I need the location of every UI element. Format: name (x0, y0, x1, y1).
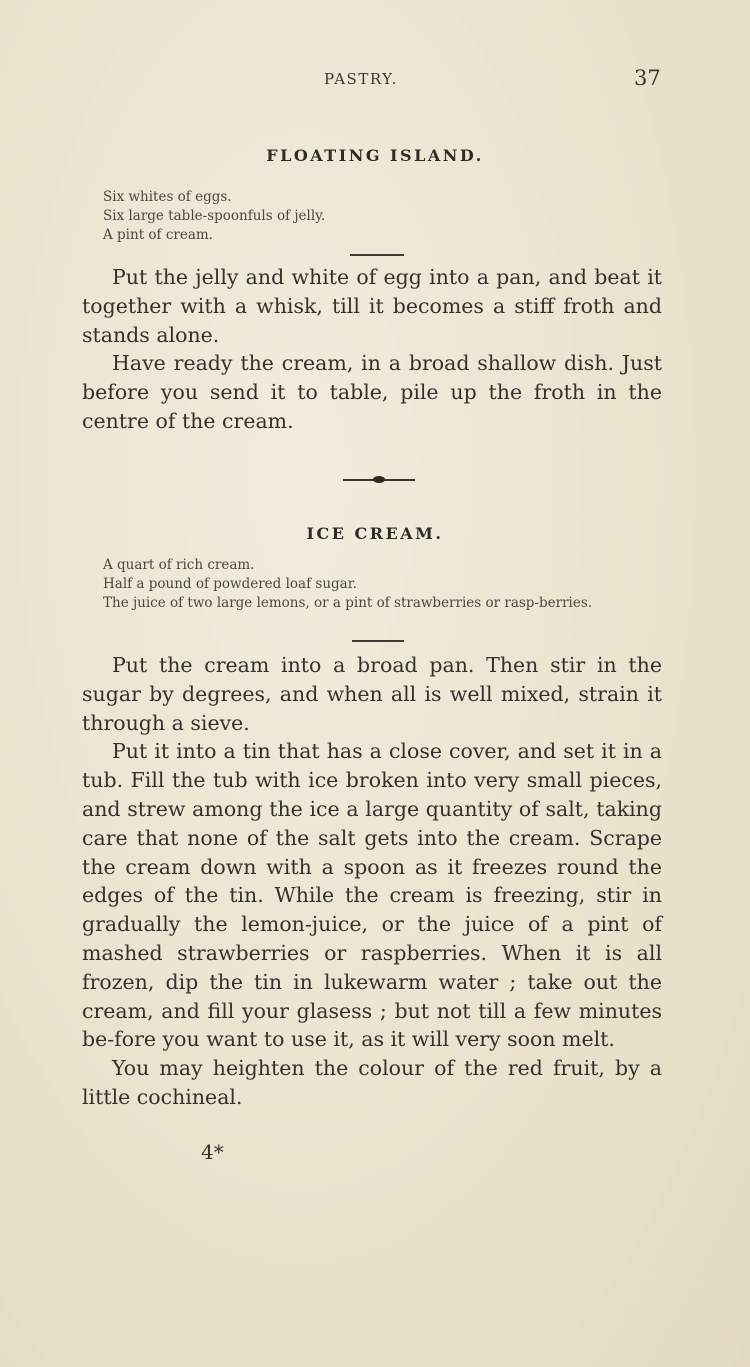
recipe-title-ice-cream: ICE CREAM. (306, 524, 444, 543)
recipe-body-ice-cream (82, 651, 662, 1112)
recipe-body-floating-island (82, 263, 662, 436)
page-number: 37 (634, 66, 661, 90)
paragraph: Put it into a tin that has a close cover, and set it in a tub. Fill the tub with ice broken into very small pieces, and strew among the ice a large quantity of salt, taking care that none of the salt gets into the cream. Scrape the cream down with a spoon as it freezes round the edges of the tin. While the cream is freezing, stir in gradually the lemon-juice, or the juice of a pint of mashed strawberries or raspberries. When it is all frozen, dip the tin in lukewarm water ; take out the cream, and fill your glasess ; but not till a few minutes be-fore you want to use it, as it will very soon melt. (82, 739, 662, 1052)
ingredient-item: A quart of rich cream. (103, 557, 255, 573)
running-head (0, 66, 750, 92)
section-rule (352, 640, 404, 642)
section-rule (350, 254, 404, 256)
ingredient-item: Six whites of eggs. (103, 189, 232, 205)
ingredient-list-ice-cream (103, 556, 683, 613)
paragraph: You may heighten the colour of the red fruit, by a little cochineal. (82, 1056, 662, 1109)
divider-ornament (373, 476, 385, 483)
signature-mark: 4* (201, 1140, 224, 1164)
ingredient-item: The juice of two large lemons, or a pint of strawberries or rasp-berries. (103, 595, 593, 611)
recipe-title-floating-island: FLOATING ISLAND. (266, 146, 484, 165)
running-title: PASTRY. (324, 70, 398, 88)
paragraph: Put the jelly and white of egg into a pan, and beat it together with a whisk, till it becomes a stiff froth and stands alone. (82, 265, 662, 347)
ingredient-item: Half a pound of powdered loaf sugar. (103, 576, 357, 592)
paragraph: Put the cream into a broad pan. Then stir in the sugar by degrees, and when all is well mixed, strain it through a sieve. (82, 653, 662, 735)
paragraph: Have ready the cream, in a broad shallow dish. Just before you send it to table, pile up the froth in the centre of the cream. (82, 351, 662, 433)
ingredient-list-floating-island (103, 188, 683, 245)
ornamental-divider (343, 478, 415, 482)
ingredient-item: Six large table-spoonfuls of jelly. (103, 208, 326, 224)
ingredient-item: A pint of cream. (103, 227, 213, 243)
